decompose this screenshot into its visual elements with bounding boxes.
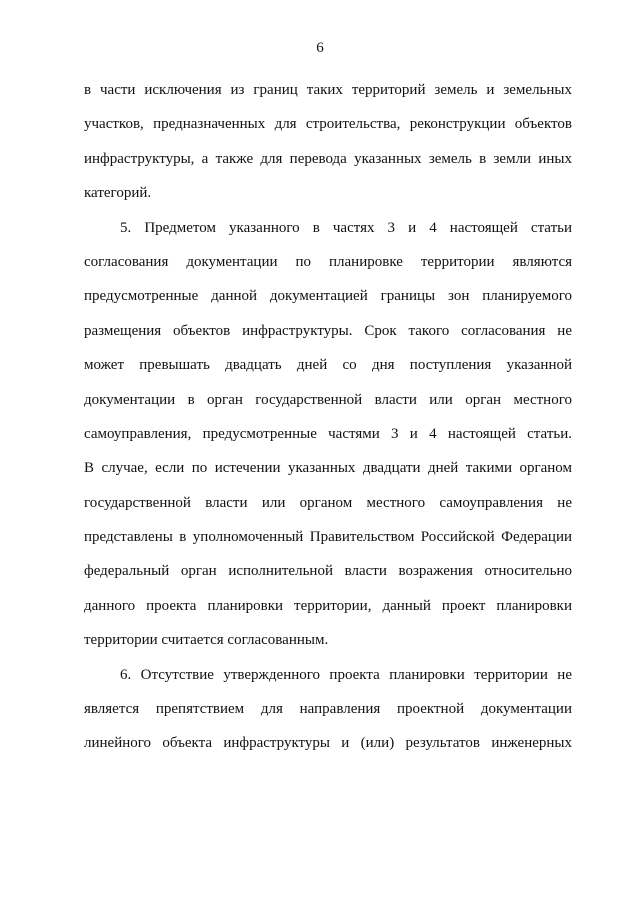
text-line: самоуправления, предусмотренные частями 3 и 4 настоящей статьи. bbox=[84, 425, 572, 442]
paragraph-first-line: 6. Отсутствие утвержденного проекта планировки территории не bbox=[120, 666, 572, 683]
text-line: согласования документации по планировке территории являются bbox=[84, 253, 572, 270]
text-line: может превышать двадцать дней со дня поступления указанной bbox=[84, 357, 572, 374]
text-line: инфраструктуры, а также для перевода указанных земель в земли иных bbox=[84, 150, 572, 167]
text-line: в части исключения из границ таких территорий земель и земельных bbox=[84, 82, 572, 98]
document-body bbox=[84, 73, 572, 761]
text-line: линейного объекта инфраструктуры и (или) результатов инженерных bbox=[84, 735, 572, 752]
text-line: федеральный орган исполнительной власти возражения относительно bbox=[84, 563, 572, 580]
paragraph-first-line: 5. Предметом указанного в частях 3 и 4 настоящей статьи bbox=[120, 219, 572, 236]
text-line: является препятствием для направления проектной документации bbox=[84, 701, 572, 718]
page-number: 6 bbox=[316, 40, 324, 56]
text-line: предусмотренные данной документацией границы зон планируемого bbox=[84, 288, 572, 305]
text-line: участков, предназначенных для строительства, реконструкции объектов bbox=[84, 116, 572, 133]
text-line: данного проекта планировки территории, данный проект планировки bbox=[84, 597, 572, 614]
text-line: документации в орган государственной власти или орган местного bbox=[84, 391, 572, 408]
text-line: категорий. bbox=[84, 185, 152, 202]
text-line: В случае, если по истечении указанных двадцати дней такими органом bbox=[84, 460, 572, 477]
text-line: государственной власти или органом местного самоуправления не bbox=[84, 494, 572, 511]
text-line: представлены в уполномоченный Правительством Российской Федерации bbox=[84, 529, 572, 546]
text-line: размещения объектов инфраструктуры. Срок такого согласования не bbox=[84, 322, 572, 339]
text-line: территории считается согласованным. bbox=[84, 632, 329, 649]
